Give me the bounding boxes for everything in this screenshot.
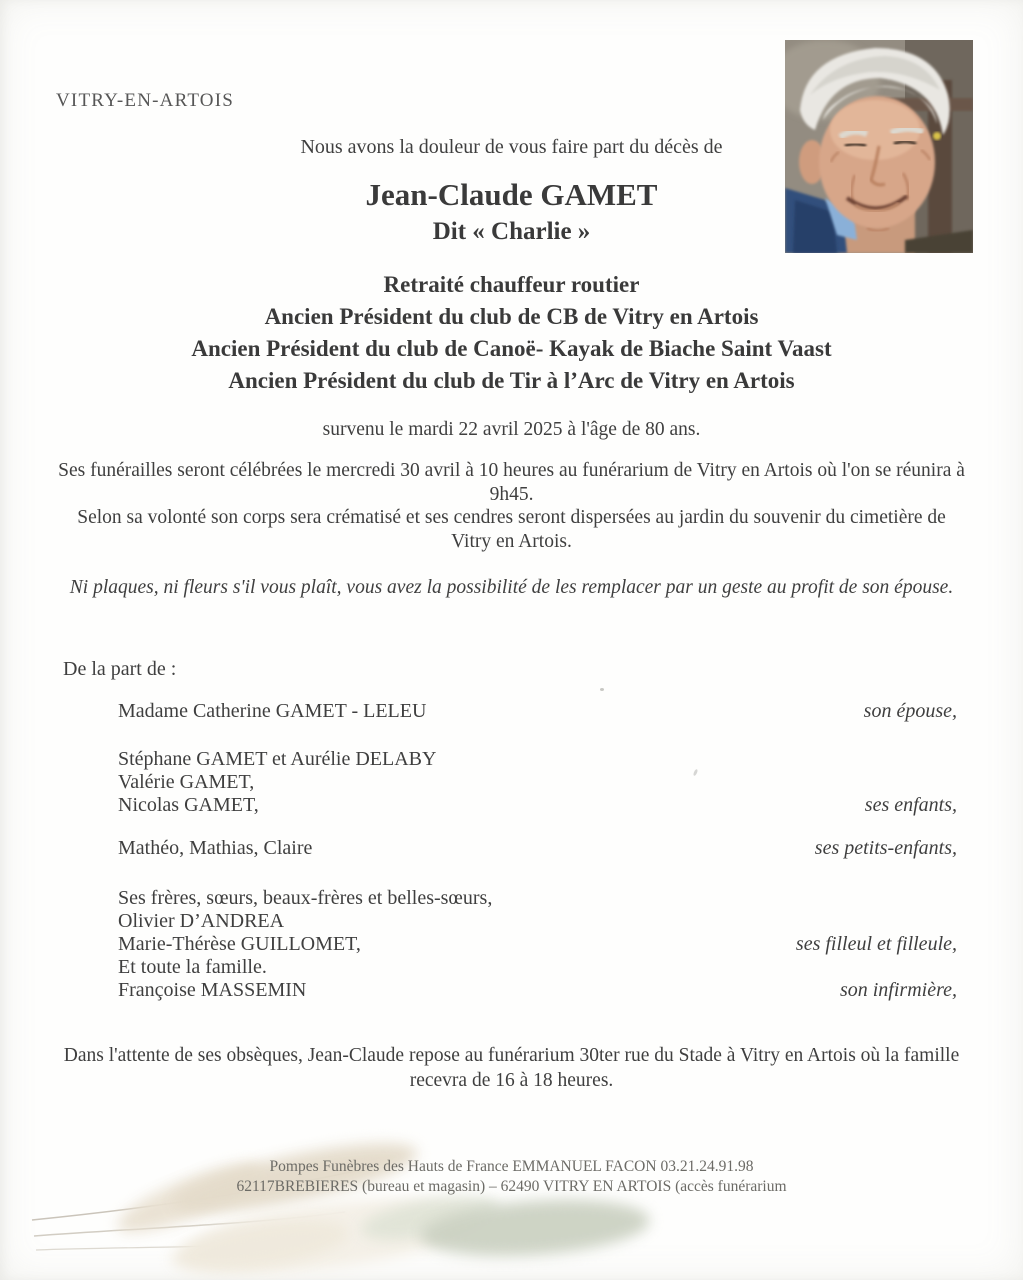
funeral-home-line: Pompes Funèbres des Hauts de France EMMANUEL FACON 03.21.24.91.98: [269, 1158, 754, 1175]
family-relation: son épouse,: [863, 700, 957, 722]
family-row: [118, 837, 957, 860]
family-relation: ses enfants,: [864, 794, 957, 816]
funeral-home-address: 62117BREBIERES (bureau et magasin) – 62490 VITRY EN ARTOIS (accès funérarium: [236, 1177, 787, 1195]
family-member: Valérie GAMET,: [118, 771, 255, 793]
city-label: VITRY-EN-ARTOIS: [56, 90, 235, 111]
family-row: [118, 700, 957, 723]
title-line: Ancien Président du club de Canoë- Kayak de Biache Saint Vaast: [191, 336, 832, 361]
family-member: Stéphane GAMET et Aurélie DELABY: [118, 748, 437, 770]
family-member: Madame Catherine GAMET - LELEU: [118, 700, 427, 722]
family-member: Olivier D’ANDREA: [118, 910, 285, 932]
family-relation: ses petits-enfants,: [814, 837, 957, 859]
family-row: [118, 748, 957, 771]
ceremony-paragraphs: [56, 459, 967, 553]
title-line: Retraité chauffeur routier: [383, 272, 640, 297]
funeral-info: Ses funérailles seront célébrées le mercredi 30 avril à 10 heures au funérarium de Vitry en Artois où l'on se réunira à 9h45.: [58, 460, 965, 505]
repose-info: Dans l'attente de ses obsèques, Jean-Claude repose au funérarium 30ter rue du Stade à Vitry en Artois où la famille recevra de 16 à 18 heures.: [63, 1045, 960, 1091]
honorific-titles: [0, 269, 1023, 397]
family-member: Nicolas GAMET,: [118, 794, 259, 816]
funeral-home-footer: [0, 1157, 1023, 1196]
deceased-name: Jean-Claude GAMET: [365, 177, 658, 212]
family-member: Et toute la famille.: [118, 956, 267, 978]
family-relation: son infirmière,: [839, 979, 957, 1001]
from-label: De la part de :: [63, 658, 177, 680]
title-line: Ancien Président du club de Tir à l’Arc de Vitry en Artois: [228, 368, 795, 393]
family-member: Françoise MASSEMIN: [118, 979, 307, 1001]
dried-grass-decoration: [30, 1128, 670, 1280]
family-list: [118, 700, 957, 1002]
family-row: [118, 933, 957, 956]
family-member: Marie-Thérèse GUILLOMET,: [118, 933, 361, 955]
portrait-photo: [785, 40, 973, 253]
family-member: Mathéo, Mathias, Claire: [118, 837, 313, 859]
scan-speck: [600, 688, 604, 691]
family-row: [118, 794, 957, 817]
title-line: Ancien Président du club de CB de Vitry en Artois: [264, 304, 759, 329]
family-relation: ses filleul et filleule,: [795, 933, 957, 955]
family-member: Ses frères, sœurs, beaux-frères et belles-sœurs,: [118, 887, 493, 909]
cremation-info: Selon sa volonté son corps sera crématisé et ses cendres seront dispersées au jardin du souvenir du cimetière de Vitry en Artois.: [77, 507, 946, 552]
portrait-photo-image: [785, 40, 973, 253]
family-row: [118, 910, 957, 933]
family-row: [118, 979, 957, 1002]
dried-grass-image: [30, 1128, 670, 1280]
death-date-line: survenu le mardi 22 avril 2025 à l'âge de 80 ans.: [322, 419, 701, 440]
deceased-nickname: Dit « Charlie »: [432, 218, 591, 245]
family-row: [118, 771, 957, 794]
flowers-note: Ni plaques, ni fleurs s'il vous plaît, vous avez la possibilité de les remplacer par un geste au profit de son épouse.: [69, 577, 954, 598]
family-row: [118, 887, 957, 910]
family-row: [118, 956, 957, 979]
intro-line: Nous avons la douleur de vous faire part du décès de: [300, 136, 723, 158]
